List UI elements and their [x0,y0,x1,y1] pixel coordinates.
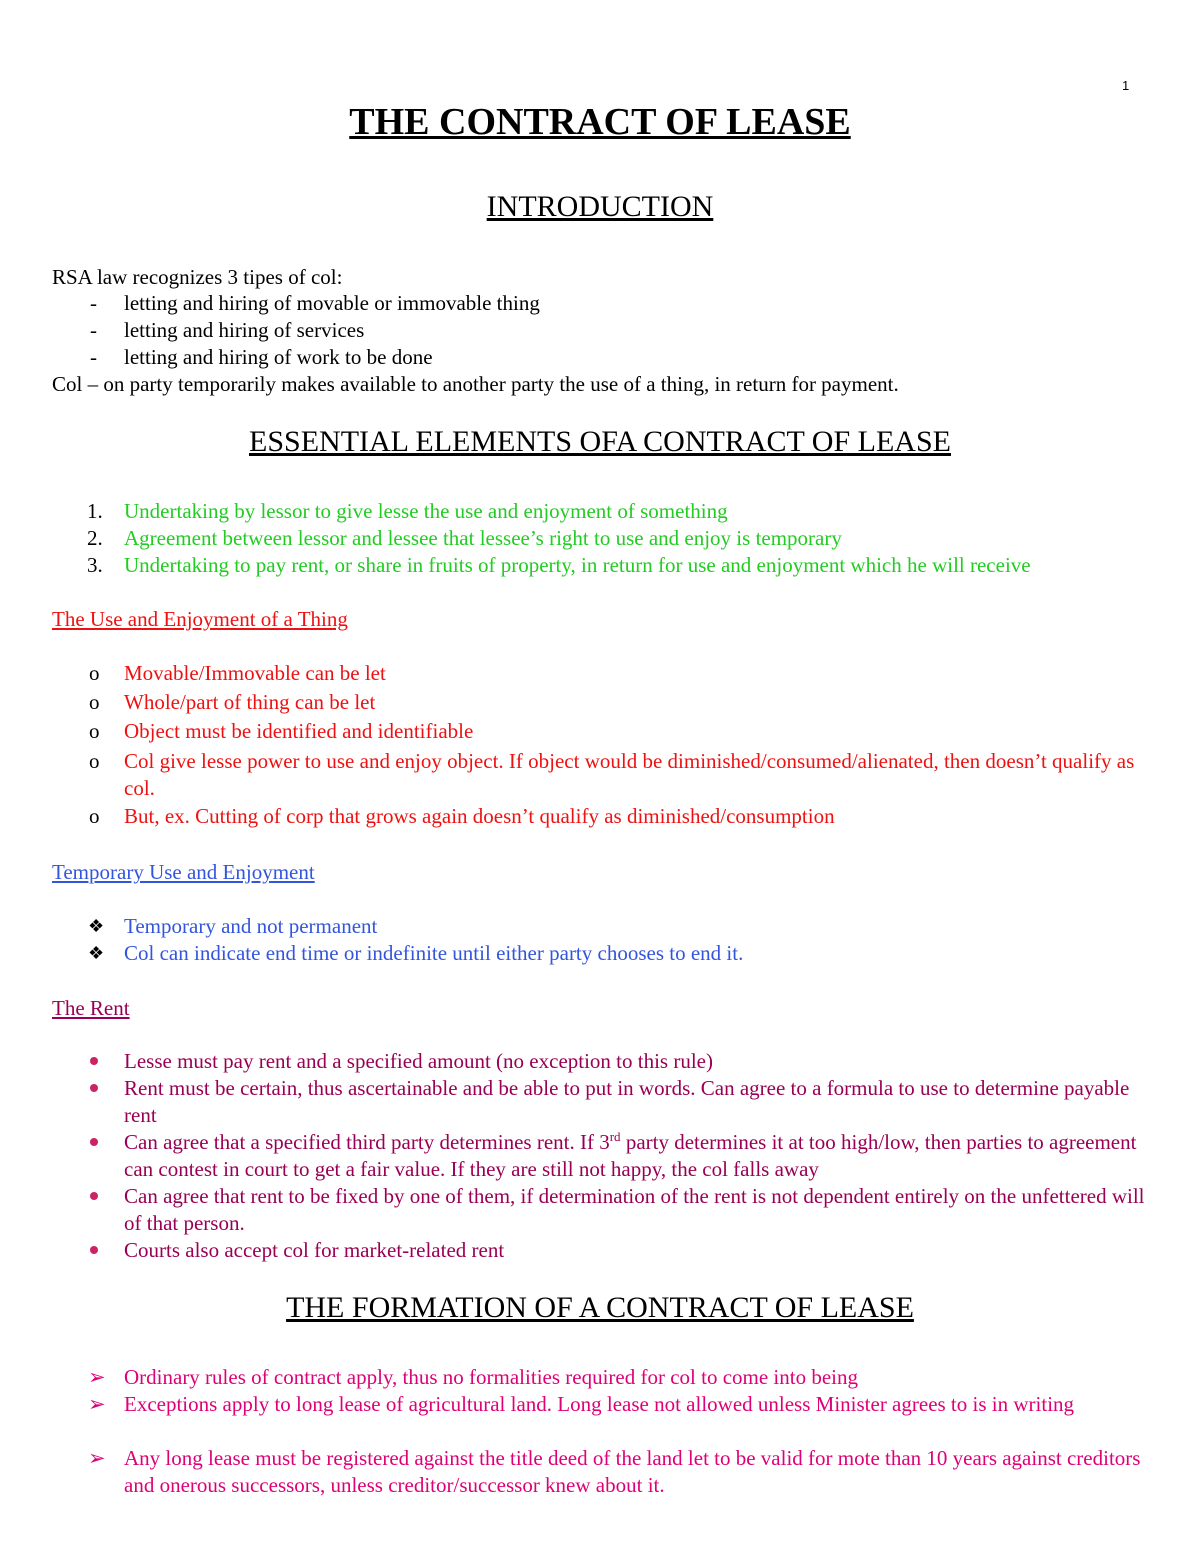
use-item: Col give lesse power to use and enjoy object. If object would be diminished/consumed/alienated, then doesn’t qualify as col. [124,749,1135,800]
use-enjoyment-heading: The Use and Enjoyment of a Thing [52,607,348,631]
rent-item: Lesse must pay rent and a specified amount (no exception to this rule) [124,1049,713,1073]
ordinal-superscript: rd [609,1129,621,1144]
intro-item: letting and hiring of work to be done [124,345,433,369]
diamond-bullet-icon: ❖ [88,916,105,936]
essential-elements-heading: ESSENTIAL ELEMENTS OFA CONTRACT OF LEASE [249,425,951,458]
rent-item [124,1129,1154,1183]
use-item: Whole/part of thing can be let [124,690,376,714]
o-bullet: o [89,661,100,685]
col-definition: Col – on party temporarily makes available to another party the use of a thing, in return for payment. [52,372,899,396]
formation-item: Exceptions apply to long lease of agricultural land. Long lease not allowed unless Minister agrees to is in writing [124,1392,1075,1416]
rent-item-part: Can agree that a specified third party determines rent. If 3 [124,1130,610,1154]
arrow-bullet-icon: ➢ [88,1392,106,1416]
arrow-bullet-icon: ➢ [88,1446,106,1470]
list-number: 1. [87,499,103,523]
use-item: But, ex. Cutting of corp that grows again doesn’t qualify as diminished/consumption [124,804,835,828]
dot-bullet-icon [90,1057,98,1065]
o-bullet: o [89,719,100,743]
dash-bullet: - [90,291,97,315]
diamond-bullet-icon: ❖ [88,943,105,963]
formation-item: Any long lease must be registered against the title deed of the land let to be valid for mote than 10 years against creditors and onerous successors, unless creditor/successor knew about it. [124,1446,1141,1497]
temporary-item: Col can indicate end time or indefinite until either party chooses to end it. [124,941,744,965]
list-number: 3. [87,553,103,577]
intro-item: letting and hiring of movable or immovable thing [124,291,540,315]
dash-bullet: - [90,318,97,342]
rent-item: Rent must be certain, thus ascertainable and be able to put in words. Can agree to a formula to use to determine payable rent [124,1076,1130,1127]
o-bullet: o [89,804,100,828]
intro-item: letting and hiring of services [124,318,365,342]
use-item: Object must be identified and identifiable [124,719,474,743]
use-item: Movable/Immovable can be let [124,661,386,685]
rent-heading: The Rent [52,996,130,1020]
dot-bullet-icon [90,1084,98,1092]
formation-item: Ordinary rules of contract apply, thus no formalities required for col to come into being [124,1365,859,1389]
temporary-item: Temporary and not permanent [124,914,378,938]
dot-bullet-icon [90,1192,98,1200]
rent-item-part: party determines it at too high/low, then parties to agreement can contest in court to get a fair value. If they are still not happy, the col falls away [124,1130,1137,1181]
dot-bullet-icon [90,1138,98,1146]
essential-item: Undertaking by lessor to give lesse the use and enjoyment of something [124,499,728,523]
o-bullet: o [89,749,100,773]
intro-lead: RSA law recognizes 3 tipes of col: [52,265,343,289]
rent-item: Can agree that rent to be fixed by one of them, if determination of the rent is not dependent entirely on the unfettered will of that person. [124,1184,1145,1235]
list-number: 2. [87,526,103,550]
essential-item: Undertaking to pay rent, or share in fruits of property, in return for use and enjoyment which he will receive [124,553,1031,577]
dash-bullet: - [90,345,97,369]
page-number: 1 [1122,78,1130,93]
o-bullet: o [89,690,100,714]
rent-item: Courts also accept col for market-related rent [124,1238,505,1262]
dot-bullet-icon [90,1246,98,1254]
arrow-bullet-icon: ➢ [88,1365,106,1389]
introduction-heading: INTRODUCTION [486,190,714,223]
temporary-use-heading: Temporary Use and Enjoyment [52,860,315,884]
essential-item: Agreement between lessor and lessee that lessee’s right to use and enjoy is temporary [124,526,842,550]
formation-heading: THE FORMATION OF A CONTRACT OF LEASE [286,1291,914,1324]
document-title: THE CONTRACT OF LEASE [349,101,851,143]
